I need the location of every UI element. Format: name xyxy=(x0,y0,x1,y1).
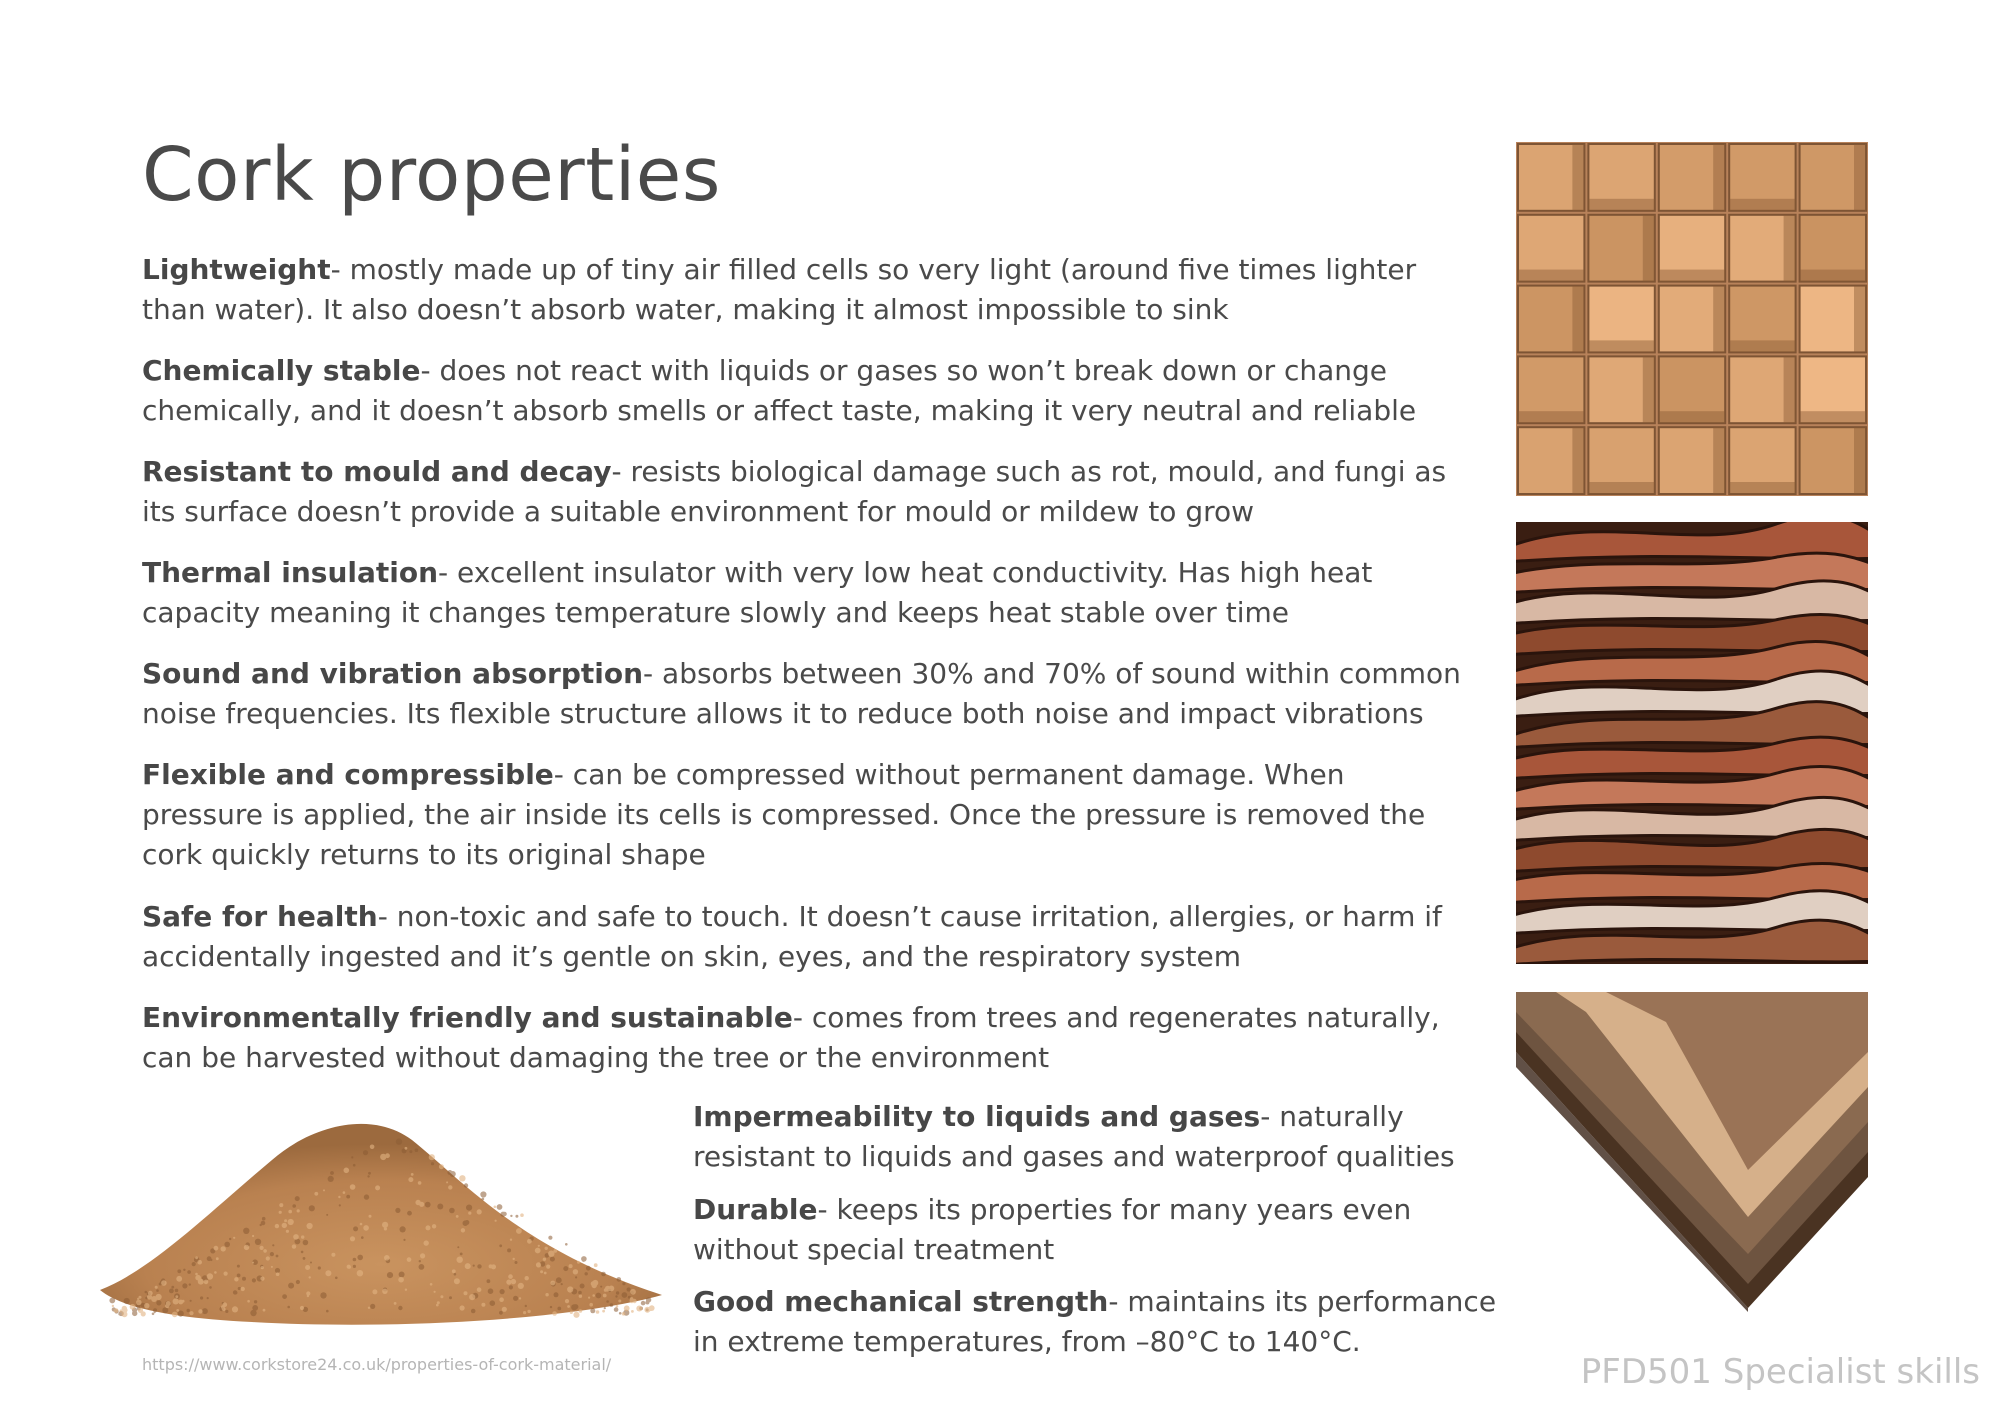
property-resistant-mould xyxy=(142,452,1462,532)
footer-label: PFD501 Specialist skills xyxy=(1580,1352,1980,1392)
cork-tiles-image xyxy=(1516,142,1868,496)
property-flexible-compressible xyxy=(142,755,1462,875)
property-term: Thermal insulation xyxy=(142,556,439,589)
property-term: Chemically stable xyxy=(142,354,421,387)
property-description: - maintains its performance in extreme temperatures, from –80°C to 140°C. xyxy=(693,1285,1497,1358)
property-description: - absorbs between 30% and 70% of sound within common noise frequencies. Its flexible structure allows it to reduce both noise and impact vibrations xyxy=(142,657,1461,730)
property-chemically-stable xyxy=(142,351,1462,431)
property-term: Impermeability to liquids and gases xyxy=(693,1100,1261,1133)
property-description: - excellent insulator with very low heat conductivity. Has high heat capacity meaning it changes temperature slowly and keeps heat stable over time xyxy=(142,556,1373,629)
property-impermeability xyxy=(693,1097,1513,1177)
property-term: Good mechanical strength xyxy=(693,1285,1109,1318)
page-title: Cork properties xyxy=(142,132,721,218)
property-sound-absorption xyxy=(142,654,1462,734)
property-term: Durable xyxy=(693,1193,818,1226)
source-url[interactable]: https://www.corkstore24.co.uk/properties-of-cork-material/ xyxy=(142,1355,612,1374)
property-description: - mostly made up of tiny air filled cells so very light (around five times lighter than water). It also doesn’t absorb water, making it almost impossible to sink xyxy=(142,253,1417,326)
property-description: - resists biological damage such as rot, mould, and fungi as its surface doesn’t provide a suitable environment for mould or mildew to grow xyxy=(142,455,1447,528)
property-description: - can be compressed without permanent damage. When pressure is applied, the air inside its cells is compressed. Once the pressure is removed the cork quickly returns to its original shape xyxy=(142,758,1426,871)
property-term: Safe for health xyxy=(142,900,378,933)
property-term: Sound and vibration absorption xyxy=(142,657,644,690)
property-description: - does not react with liquids or gases so won’t break down or change chemically, and it doesn’t absorb smells or affect taste, making it very neutral and reliable xyxy=(142,354,1417,427)
cork-bark-image xyxy=(1516,522,1868,964)
property-durable xyxy=(693,1190,1513,1270)
property-term: Lightweight xyxy=(142,253,331,286)
property-lightweight xyxy=(142,250,1462,330)
property-environmentally-friendly xyxy=(142,998,1462,1078)
property-safe-health xyxy=(142,897,1462,977)
cork-sheets-image xyxy=(1516,992,1868,1312)
property-description: - naturally resistant to liquids and gases and waterproof qualities xyxy=(693,1100,1455,1173)
property-thermal-insulation xyxy=(142,553,1462,633)
property-description: - keeps its properties for many years even without special treatment xyxy=(693,1193,1412,1266)
property-term: Flexible and compressible xyxy=(142,758,554,791)
property-term: Resistant to mould and decay xyxy=(142,455,612,488)
property-term: Environmentally friendly and sustainable xyxy=(142,1001,793,1034)
property-description: - comes from trees and regenerates naturally, can be harvested without damaging the tree or the environment xyxy=(142,1001,1440,1074)
property-mechanical-strength xyxy=(693,1282,1513,1362)
property-description: - non-toxic and safe to touch. It doesn’t cause irritation, allergies, or harm if accidentally ingested and it’s gentle on skin, eyes, and the respiratory system xyxy=(142,900,1442,973)
cork-granules-image xyxy=(92,1100,672,1340)
